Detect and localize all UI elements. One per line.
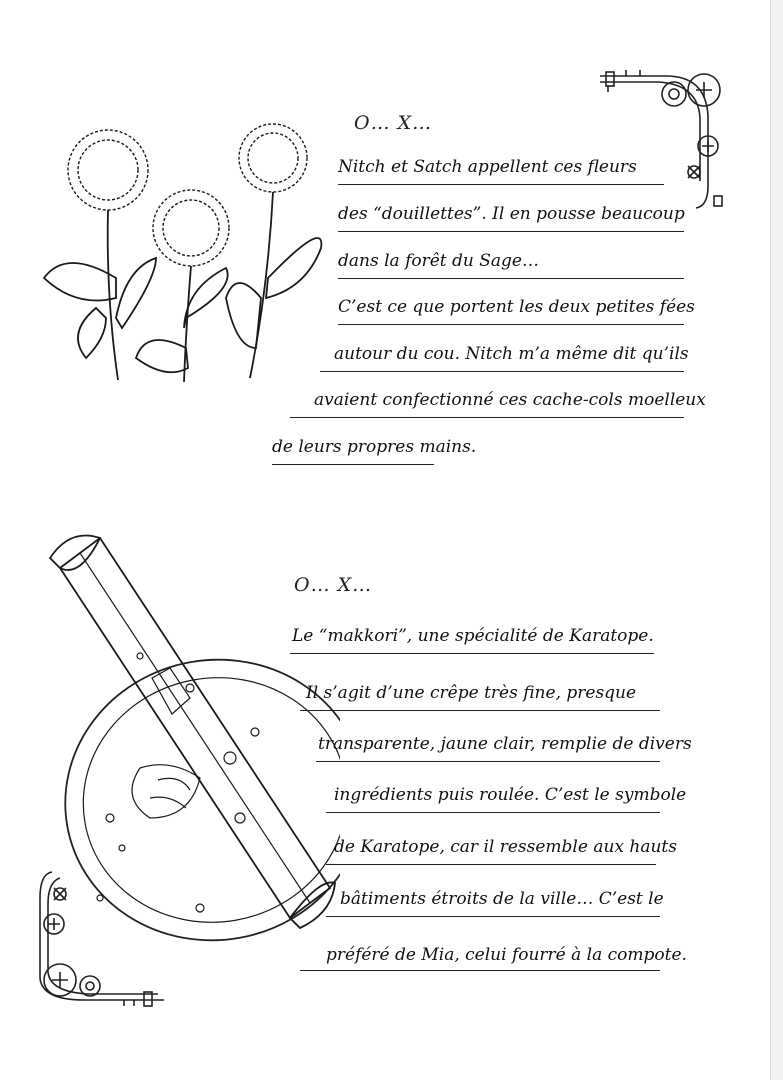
entry2-line-5: de Karatope, car il ressemble aux hauts	[334, 837, 677, 857]
entry1-rule-1	[338, 184, 664, 185]
entry1-line-7: de leurs propres mains.	[272, 437, 477, 457]
entry1-rule-3	[338, 278, 684, 279]
entry1-rule-7	[272, 464, 434, 465]
entry1-rule-2	[338, 231, 684, 232]
entry2-line-6: bâtiments étroits de la ville… C’est le	[340, 889, 664, 909]
entry1-line-2: des “douillettes”. Il en pousse beaucoup	[338, 204, 685, 224]
entry2-line-4: ingrédients puis roulée. C’est le symbole	[334, 785, 687, 805]
entry1-line-5: autour du cou. Nitch m’a même dit qu’ils	[334, 344, 689, 364]
entry1-rule-6	[290, 417, 684, 418]
entry2-heading: O… X…	[294, 574, 373, 596]
page-edge	[770, 0, 783, 1080]
entry2-rule-4	[326, 812, 660, 813]
entry2-rule-3	[316, 761, 660, 762]
entry2-line-1: Le “makkori”, une spécialité de Karatope.	[292, 626, 654, 646]
entry2-rule-5	[326, 864, 656, 865]
entry2-line-3: transparente, jaune clair, remplie de divers	[318, 734, 692, 754]
entry1-heading: O… X…	[354, 112, 433, 134]
puffball-flowers-illustration	[36, 118, 336, 386]
gear-corner-ornament-top-icon	[596, 66, 731, 216]
entry2-rule-1	[290, 653, 654, 654]
entry2-rule-6	[326, 916, 660, 917]
entry1-line-1: Nitch et Satch appellent ces fleurs	[338, 157, 637, 177]
entry2-rule-7	[300, 970, 660, 971]
gear-corner-ornament-bottom-icon	[34, 868, 169, 1013]
entry1-line-6: avaient confectionné ces cache-cols moelleux	[314, 390, 706, 410]
entry1-line-3: dans la forêt du Sage…	[338, 251, 539, 271]
entry2-line-7: préféré de Mia, celui fourré à la compote.	[326, 945, 687, 965]
entry2-line-2: Il s’agit d’une crêpe très fine, presque	[306, 683, 637, 703]
entry1-rule-5	[320, 371, 684, 372]
entry1-line-4: C’est ce que portent les deux petites fées	[338, 297, 695, 317]
entry2-rule-2	[300, 710, 660, 711]
entry1-rule-4	[338, 324, 684, 325]
